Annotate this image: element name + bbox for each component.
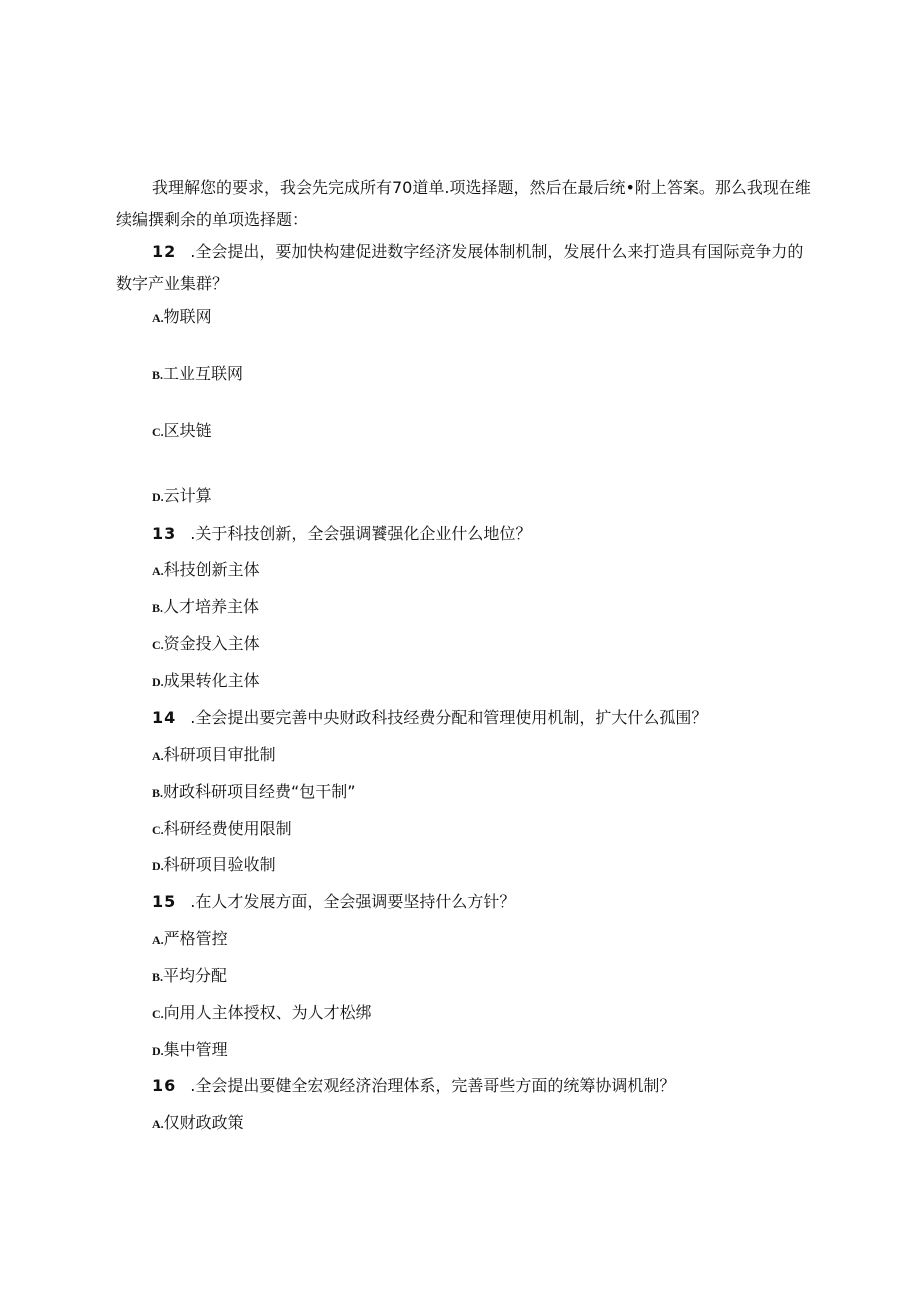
option-letter: D. <box>152 675 164 689</box>
option-text: 资金投入主体 <box>163 634 260 653</box>
question-16 <box>116 1070 816 1102</box>
question-number: 14 <box>152 708 177 727</box>
option-letter: D. <box>152 859 164 873</box>
option-text: 科研项目验收制 <box>163 855 276 874</box>
option-12-d <box>152 484 212 509</box>
option-13-b <box>152 595 259 620</box>
option-13-a <box>152 558 260 583</box>
option-text: 平均分配 <box>163 966 228 985</box>
option-letter: A. <box>152 1117 164 1131</box>
option-text: 财政科研项目经费“包干制” <box>163 782 356 801</box>
question-text: .在人才发展方面，全会强调要坚持什么方针？ <box>190 892 516 911</box>
option-letter: B. <box>152 786 164 800</box>
option-12-c <box>152 419 212 444</box>
option-15-c <box>152 1001 372 1026</box>
question-text: .全会提出，要加快构建促进数字经济发展体制机制，发展什么来打造具有国际竞争力的数字产业集群？ <box>116 242 804 293</box>
question-number: 15 <box>152 892 177 911</box>
option-letter: D. <box>152 1044 164 1058</box>
option-12-b <box>152 362 243 387</box>
option-15-d <box>152 1038 228 1063</box>
option-letter: C. <box>152 1007 164 1021</box>
option-15-b <box>152 964 227 989</box>
option-letter: A. <box>152 564 164 578</box>
option-letter: B. <box>152 601 164 615</box>
option-letter: A. <box>152 933 164 947</box>
option-text: 科研项目审批制 <box>163 745 276 764</box>
option-letter: D. <box>152 490 164 504</box>
option-15-a <box>152 927 228 952</box>
option-text: 工业互联网 <box>163 364 244 383</box>
question-12 <box>116 236 816 300</box>
option-text: 科研经费使用限制 <box>163 819 292 838</box>
option-text: 科技创新主体 <box>163 560 260 579</box>
option-text: 集中管理 <box>163 1040 228 1059</box>
option-14-c <box>152 817 292 842</box>
question-14 <box>116 702 816 734</box>
question-text: .全会提出要健全宏观经济治理体系，完善哥些方面的统筹协调机制？ <box>190 1076 676 1095</box>
option-letter: C. <box>152 823 164 837</box>
option-16-a <box>152 1111 244 1136</box>
option-letter: A. <box>152 749 164 763</box>
option-letter: C. <box>152 638 164 652</box>
option-text: 向用人主体授权、为人才松绑 <box>163 1003 372 1022</box>
option-14-d <box>152 853 276 878</box>
option-12-a <box>152 305 212 330</box>
option-letter: B. <box>152 970 164 984</box>
question-number: 12 <box>152 242 177 261</box>
question-15 <box>116 886 816 918</box>
question-number: 13 <box>152 524 177 543</box>
option-text: 人才培养主体 <box>163 597 260 616</box>
question-13 <box>116 518 816 550</box>
option-letter: B. <box>152 368 164 382</box>
question-number: 16 <box>152 1076 177 1095</box>
option-text: 区块链 <box>163 421 212 440</box>
option-text: 物联网 <box>163 307 212 326</box>
question-text: .全会提出要完善中央财政科技经费分配和管理使用机制，扩大什么孤围？ <box>190 708 708 727</box>
intro-paragraph: 我理解您的要求，我会先完成所有70道单.项选择题，然后在最后统•附上答案。那么我现在维续编撰剩余的单项选择题： <box>116 178 811 229</box>
option-13-d <box>152 669 260 694</box>
option-letter: C. <box>152 425 164 439</box>
option-text: 云计算 <box>163 486 212 505</box>
option-text: 仅财政政策 <box>163 1113 244 1132</box>
option-14-a <box>152 743 276 768</box>
option-letter: A. <box>152 311 164 325</box>
option-text: 成果转化主体 <box>163 671 260 690</box>
question-text: .关于科技创新，全会强调饕强化企业什么地位？ <box>190 524 532 543</box>
option-text: 严格管控 <box>163 929 228 948</box>
option-13-c <box>152 632 260 657</box>
option-14-b <box>152 780 356 805</box>
